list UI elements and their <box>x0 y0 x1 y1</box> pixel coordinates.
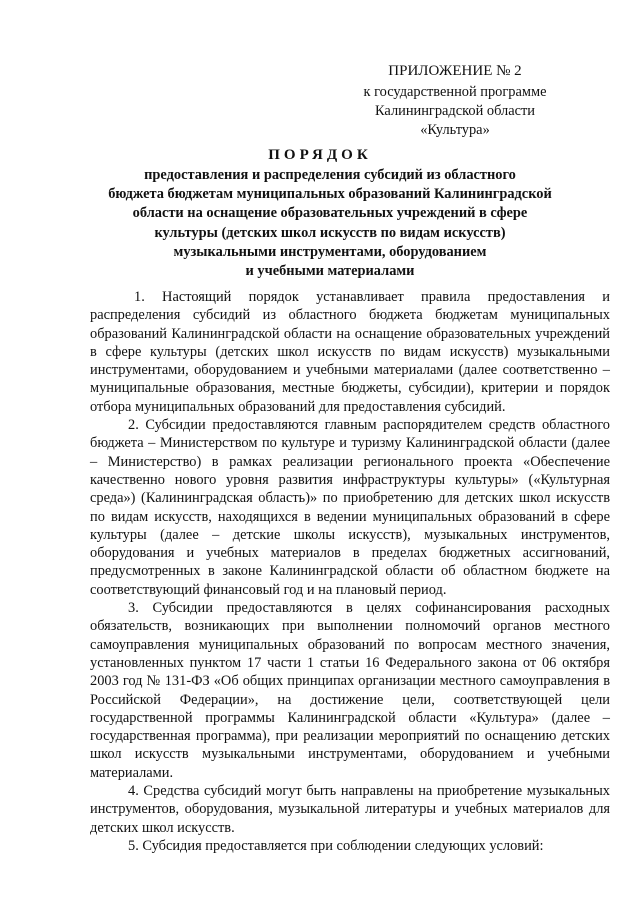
paragraph-1: 1. Настоящий порядок устанавливает правила предоставления и распределения субсидий из областного бюджета бюджетам муниципальных образований Калининградской области на оснащение образовательных учреждений в сфере культуры (детских школ искусств по видам искусств) музыкальными инструментами, оборудованием и учебными материалами (далее соответственно – муниципальные образования, местные бюджеты, субсидии), критерии и порядок отбора муниципальных образований для предоставления субсидий. <box>90 289 610 415</box>
subtitle-line: области на оснащение образовательных учреждений в сфере <box>132 205 528 222</box>
subtitle-line: предоставления и распределения субсидий из областного <box>144 167 516 183</box>
subtitle-line: и учебными материалами <box>245 263 415 280</box>
appendix-line: «Культура» <box>420 122 490 138</box>
document-title: ПОРЯДОК <box>268 147 372 163</box>
appendix-line: Калининградской области <box>375 103 535 119</box>
paragraph-2: 2. Субсидии предоставляются главным распорядителем средств областного бюджета – Министерством по культуре и туризму Калининградской области (далее – Министерство) в рамках реализации регионального проекта «Обеспечение качественно нового уровня развития инфраструктуры культуры» («Культурная среда») (Калининградская область)» по приобретению для детских школ искусств по видам искусств, находящихся в ведении муниципальных образований в сфере культуры (далее – детские школы искусств), музыкальных инструментов, оборудования и учебных материалов в пределах бюджетных ассигнований, предусмотренных в законе Калининградской области об областном бюджете на соответствующий финансовый год и на плановый период. <box>90 417 610 598</box>
paragraph-3: 3. Субсидии предоставляются в целях софинансирования расходных обязательств, возникающих при выполнении полномочий органов местного самоуправления муниципальных образований по вопросам местного значения, установленных пунктом 17 части 1 статьи 16 Федерального закона от 06 октября 2003 год № 131-ФЗ «Об общих принципах организации местного самоуправления в Российской Федерации», на достижение цели, соответствующей цели государственной программы Калининградской области «Культура» (далее – государственная программа), при реализации мероприятий по оснащению детских школ искусств музыкальными инструментами, оборудованием и учебными материалами. <box>90 600 610 781</box>
subtitle-line: бюджета бюджетам муниципальных образований Калининградской <box>108 186 552 203</box>
appendix-title: ПРИЛОЖЕНИЕ № 2 <box>388 63 522 79</box>
appendix-header <box>320 62 590 140</box>
document-body <box>90 288 610 855</box>
subtitle-line: культуры (детских школ искусств по видам искусств) <box>154 224 506 241</box>
subtitle-line: музыкальными инструментами, оборудованием <box>173 243 487 260</box>
paragraph-5: 5. Субсидия предоставляется при соблюдении следующих условий: <box>128 837 544 854</box>
document-subtitle <box>100 166 560 281</box>
paragraph-4: 4. Средства субсидий могут быть направлены на приобретение музыкальных инструментов, оборудования, музыкальной литературы и учебных материалов для детских школ искусств. <box>90 783 610 836</box>
appendix-line: к государственной программе <box>363 84 547 100</box>
